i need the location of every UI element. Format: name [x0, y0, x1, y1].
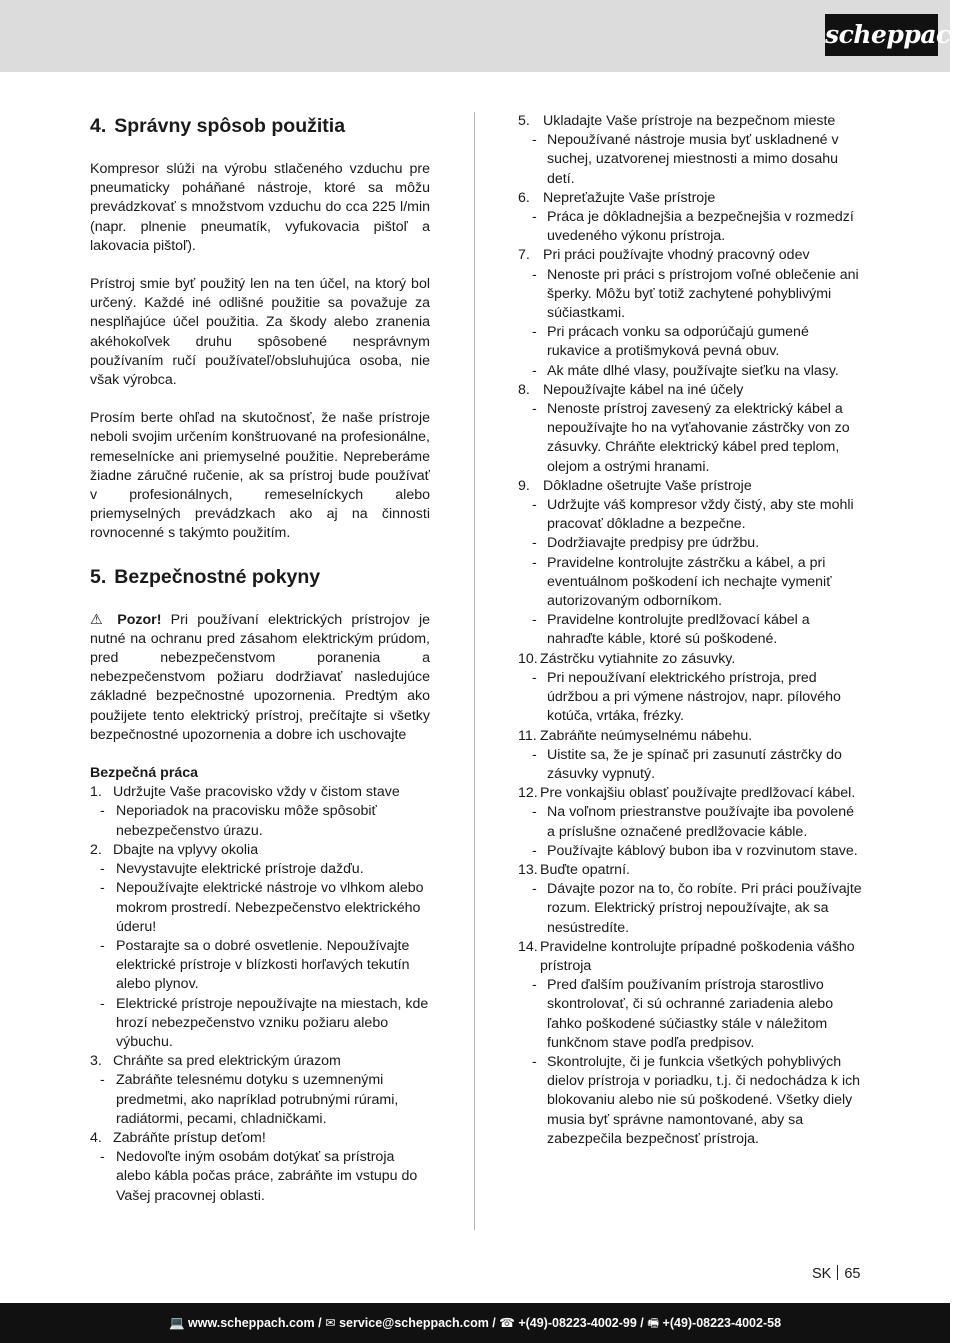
warning-paragraph	[90, 611, 430, 745]
dash-marker: -	[532, 804, 537, 821]
warning-label: Pozor!	[117, 611, 162, 628]
dash-marker: -	[100, 1072, 105, 1089]
dash-marker: -	[532, 362, 537, 379]
numbered-item: 7. Pri práci používajte vhodný pracovný odev	[518, 247, 810, 264]
bullet-item: - Uistite sa, že je spínač pri zasunutí zástrčky do zásuvky vypnutý.	[518, 746, 863, 784]
section-heading-usage: 4. Správny spôsob použitia	[90, 115, 346, 137]
bullet-item: - Postarajte sa o dobré osvetlenie. Nepoužívajte elektrické prístroje v blízkosti horľavých tekutín alebo plynov.	[90, 937, 430, 995]
bullet-item: - Pri prácach vonku sa odporúčajú gumené rukavice a protišmyková pevná obuv.	[518, 323, 863, 361]
section-heading-safety: 5. Bezpečnostné pokyny	[90, 565, 321, 588]
bullet-item: - Nedovoľte iným osobám dotýkať sa prístroja alebo kábla počas práce, zabráňte im vstupu do Vašej pracovnej oblasti.	[90, 1148, 430, 1206]
bullet-item: - Nepoužívajte elektrické nástroje vo vlhkom alebo mokrom prostredí. Nebezpečenstvo elektrického úderu!	[90, 879, 430, 937]
dash-marker: -	[532, 535, 537, 552]
dash-marker: -	[100, 1149, 105, 1166]
separator	[837, 1265, 838, 1280]
bullet-item: - Nepoužívané nástroje musia byť uskladnené v suchej, uzatvorenej miestnosti a mimo dosahu detí.	[518, 131, 863, 189]
safety-list	[518, 112, 863, 1149]
bullet-item: - Práca je dôkladnejšia a bezpečnejšia v rozmedzí uvedeného výkonu prístroja.	[518, 208, 863, 246]
bullet-item: - Zabráňte telesnému dotyku s uzemnenými predmetmi, ako napríklad potrubnými rúrami, radiátormi, pecami, chladničkami.	[90, 1071, 430, 1129]
fax-icon: 🖷	[647, 1316, 660, 1330]
bullet-item: - Neporiadok na pracovisku môže spôsobiť nebezpečenstvo úrazu.	[90, 802, 430, 840]
numbered-item: 3. Chráňte sa pred elektrickým úrazom	[90, 1053, 341, 1070]
dash-marker: -	[532, 612, 537, 629]
footer-bar: 💻 www.scheppach.com / ✉ service@scheppach.com / ☎ +(49)-08223-4002-99 / 🖷 +(49)-08223-4002-58	[0, 1303, 950, 1343]
numbered-item: 1. Udržujte Vaše pracovisko vždy v čistom stave	[90, 784, 400, 801]
bullet-item: - Dávajte pozor na to, čo robíte. Pri práci používajte rozum. Elektrický prístroj nepoužívajte, ak sa nesústredíte.	[518, 880, 863, 938]
bullet-item: - Dodržiavajte predpisy pre údržbu.	[518, 534, 863, 553]
bullet-item: - Udržujte váš kompresor vždy čistý, aby ste mohli pracovať dôkladne a bezpečne.	[518, 496, 863, 534]
bullet-item: - Skontrolujte, či je funkcia všetkých pohyblivých dielov prístroja v poriadku, t.j. či nedochádza k ich blokovaniu alebo nie sú poškodené. Všetky diely musia byť správne namontované, aby sa zabezpečila bezpečnosť prístroja.	[518, 1053, 863, 1149]
website-link[interactable]: www.scheppach.com	[188, 1316, 315, 1330]
dash-marker: -	[100, 803, 105, 820]
dash-marker: -	[532, 497, 537, 514]
numbered-item: 10. Zástrčku vytiahnite zo zásuvky.	[518, 650, 736, 667]
dash-marker: -	[532, 669, 537, 686]
dash-marker: -	[100, 861, 105, 878]
numbered-item: 8. Nepoužívajte kábel na iné účely	[518, 381, 744, 398]
right-column	[518, 112, 863, 1149]
warning-text: Pri používaní elektrických prístrojov je nutné na ochranu pred zásahom elektrickým prúdom, pred nebezpečenstvom poranenia a nebezpečenstvom požiaru dodržiavať nasledujúce základné bezpečnostné upozornenia. Predtým ako použijete tento elektrický prístroj, prečítajte si všetky bezpečnostné upozornenia a dobre ich uschovajte	[90, 611, 430, 743]
dash-marker: -	[532, 324, 537, 341]
dash-marker: -	[532, 977, 537, 994]
numbered-item: 13. Buďte opatrní.	[518, 861, 630, 878]
numbered-item: 11. Zabráňte neúmyselnému nábehu.	[518, 727, 753, 744]
bullet-item: - Nevystavujte elektrické prístroje dažďu.	[90, 860, 430, 879]
left-column	[90, 112, 430, 1206]
email-link[interactable]: service@scheppach.com	[339, 1316, 489, 1330]
dash-marker: -	[532, 266, 537, 283]
bullet-item: - Používajte káblový bubon iba v rozvinutom stave.	[518, 842, 863, 861]
bullet-item: - Pred ďalším používaním prístroja starostlivo skontrolovať, či sú ochranné zariadenia alebo ľahko poškodené súčiastky stále v náležitom funkčnom stave podľa predpisov.	[518, 976, 863, 1053]
dash-marker: -	[100, 880, 105, 897]
bullet-item: - Ak máte dlhé vlasy, používajte sieťku na vlasy.	[518, 362, 863, 381]
numbered-item: 12. Pre vonkajšiu oblasť používajte predlžovací kábel.	[518, 785, 856, 802]
paragraph: Prosím berte ohľad na skutočnosť, že naše prístroje neboli svojim určením konštruované na profesionálne, remeselnícke ani priemyselné použitie. Nepreberáme žiadne záručné ručenie, ak sa prístroj bude používať v profesionálnych, remeselníckych alebo priemyselných prevádzkach ako aj na činnosti rovnocenné s takýmto použitím.	[90, 410, 430, 542]
bullet-item: - Pravidelne kontrolujte zástrčku a kábel, a pri eventuálnom poškodení ich nechajte vymeniť autorizovaným odborníkom.	[518, 554, 863, 612]
dash-marker: -	[100, 937, 105, 954]
page-number: SK 65	[812, 1266, 861, 1282]
bullet-item: - Elektrické prístroje nepoužívajte na miestach, kde hrozí nebezpečenstvo vzniku požiaru alebo výbuchu.	[90, 995, 430, 1053]
safety-list	[90, 783, 430, 1205]
dash-marker: -	[532, 881, 537, 898]
numbered-item: 6. Nepreťažujte Vaše prístroje	[518, 189, 716, 206]
fax-number: +(49)-08223-4002-58	[662, 1316, 782, 1330]
phone-number: +(49)-08223-4002-99	[518, 1316, 637, 1330]
subheading: Bezpečná práca	[90, 765, 199, 782]
numbered-item: 2. Dbajte na vplyvy okolia	[90, 841, 259, 858]
dash-marker: -	[532, 842, 537, 859]
bullet-item: - Pri nepoužívaní elektrického prístroja, pred údržbou a pri výmene nástrojov, napr. pílového kotúča, vrtáka, frézky.	[518, 669, 863, 727]
dash-marker: -	[532, 1053, 537, 1070]
numbered-item: 5. Ukladajte Vaše prístroje na bezpečnom mieste	[518, 113, 836, 129]
numbered-item: 9. Dôkladne ošetrujte Vaše prístroje	[518, 477, 752, 494]
dash-marker: -	[532, 401, 537, 418]
phone-icon: ☎	[499, 1316, 515, 1330]
bullet-item: - Nenoste prístroj zavesený za elektrický kábel a nepoužívajte ho na vyťahovanie zástrčky von zo zásuvky. Chráňte elektrický kábel pred teplom, olejom a ostrými hranami.	[518, 400, 863, 477]
dash-marker: -	[532, 746, 537, 763]
column-divider	[474, 112, 475, 1230]
bullet-item: - Na voľnom priestranstve používajte iba povolené a príslušne označené predlžovacie káble.	[518, 803, 863, 841]
dash-marker: -	[532, 554, 537, 571]
mail-icon: ✉	[325, 1316, 336, 1330]
bullet-item: - Nenoste pri práci s prístrojom voľné oblečenie ani šperky. Môžu byť totiž zachytené pohyblivými súčiastkami.	[518, 266, 863, 324]
numbered-item: 14. Pravidelne kontrolujte prípadné poškodenia vášho prístroja	[518, 938, 855, 974]
brand-logo: scheppach	[825, 14, 938, 56]
bullet-item: - Pravidelne kontrolujte predlžovací kábel a nahraďte káble, ktoré sú poškodené.	[518, 611, 863, 649]
header-bar	[0, 0, 968, 72]
dash-marker: -	[532, 209, 537, 226]
computer-icon: 💻	[168, 1316, 185, 1330]
paragraph: Prístroj smie byť použitý len na ten účel, na ktorý bol určený. Každé iné odlišné použitie sa považuje za nesplňajúce účel použitia. Za škody alebo zranenia akéhokoľvek druhu spôsobené nesprávnym používaním ručí používateľ/obsluhujúca osoba, nie však výrobca.	[90, 276, 430, 389]
dash-marker: -	[100, 995, 105, 1012]
numbered-item: 4. Zabráňte prístup deťom!	[90, 1129, 266, 1146]
warning-icon: ⚠	[90, 611, 109, 628]
dash-marker: -	[532, 132, 537, 149]
paragraph: Kompresor slúži na výrobu stlačeného vzduchu pre pneumaticky poháňané nástroje, ktoré sa môžu prevádzkovať s množstvom vzduchu do cca 225 l/min (napr. plnenie pneumatík, vyfukovacia pištoľ a lakovacia pištoľ).	[90, 161, 430, 254]
